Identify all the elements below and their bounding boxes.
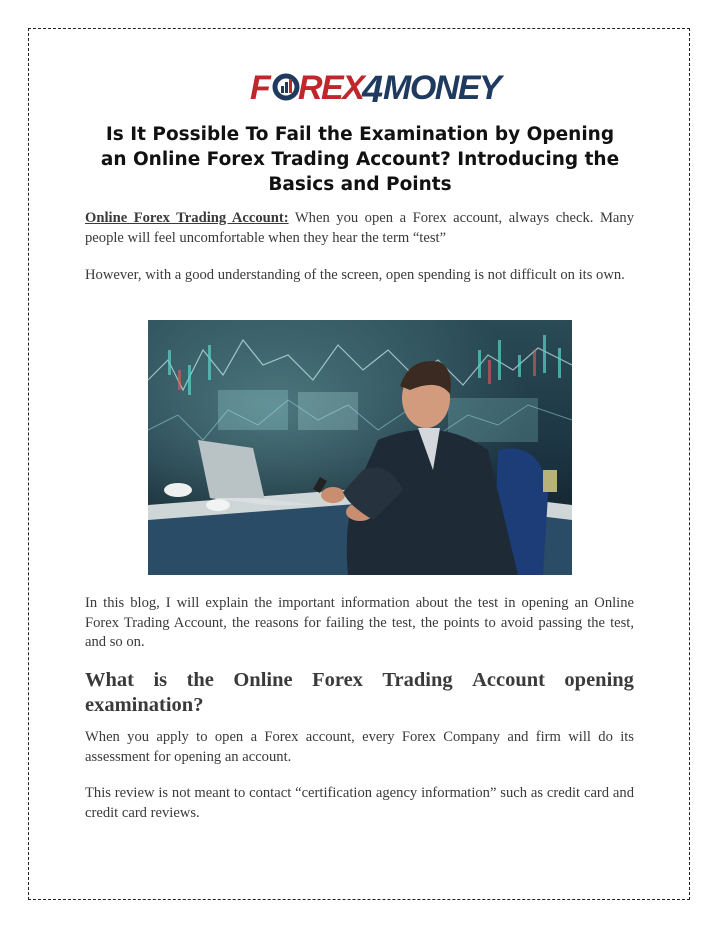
paragraph-2: However, with a good understanding of the screen, open spending is not difficult on its own.: [85, 267, 625, 283]
hero-image: [148, 320, 572, 575]
paragraph-3: In this blog, I will explain the important information about the test in opening an Online Forex Trading Account, the reasons for failing the test, the points to avoid passing the test, and so on.: [85, 595, 634, 650]
svg-text:REX: REX: [298, 69, 364, 107]
section-heading-line-2: examination?: [85, 694, 204, 716]
section-heading-line-1: [85, 668, 634, 693]
heading-word: Forex: [312, 669, 363, 691]
heading-word: opening: [564, 669, 634, 691]
heading-word: What: [85, 669, 134, 691]
intro-lead-link[interactable]: Online Forex Trading Account:: [85, 210, 289, 226]
svg-text:MONEY: MONEY: [383, 69, 501, 107]
section-heading: [85, 668, 634, 718]
heading-word: Online: [233, 669, 293, 691]
section-paragraph-2: This review is not meant to contact “certification agency information” such as credit card and credit card reviews.: [85, 785, 634, 821]
intro-text: When you open a Forex account, always check. Many people will feel uncomfortable when they hear the term “test”: [85, 210, 635, 246]
svg-text:F: F: [250, 69, 270, 107]
heading-word: the: [186, 669, 214, 691]
heading-word: Trading: [382, 669, 453, 691]
article-title: Is It Possible To Fail the Examination by Opening an Online Forex Trading Account? Introducing the Basics and Points: [100, 124, 620, 195]
intro-paragraph: [85, 209, 634, 248]
heading-word: is: [153, 669, 168, 691]
svg-text:4: 4: [362, 69, 384, 111]
forex4money-logo: [0, 66, 720, 111]
heading-word: Account: [472, 669, 545, 691]
section-paragraph-1: When you apply to open a Forex account, every Forex Company and firm will do its assessment for opening an account.: [85, 729, 634, 765]
